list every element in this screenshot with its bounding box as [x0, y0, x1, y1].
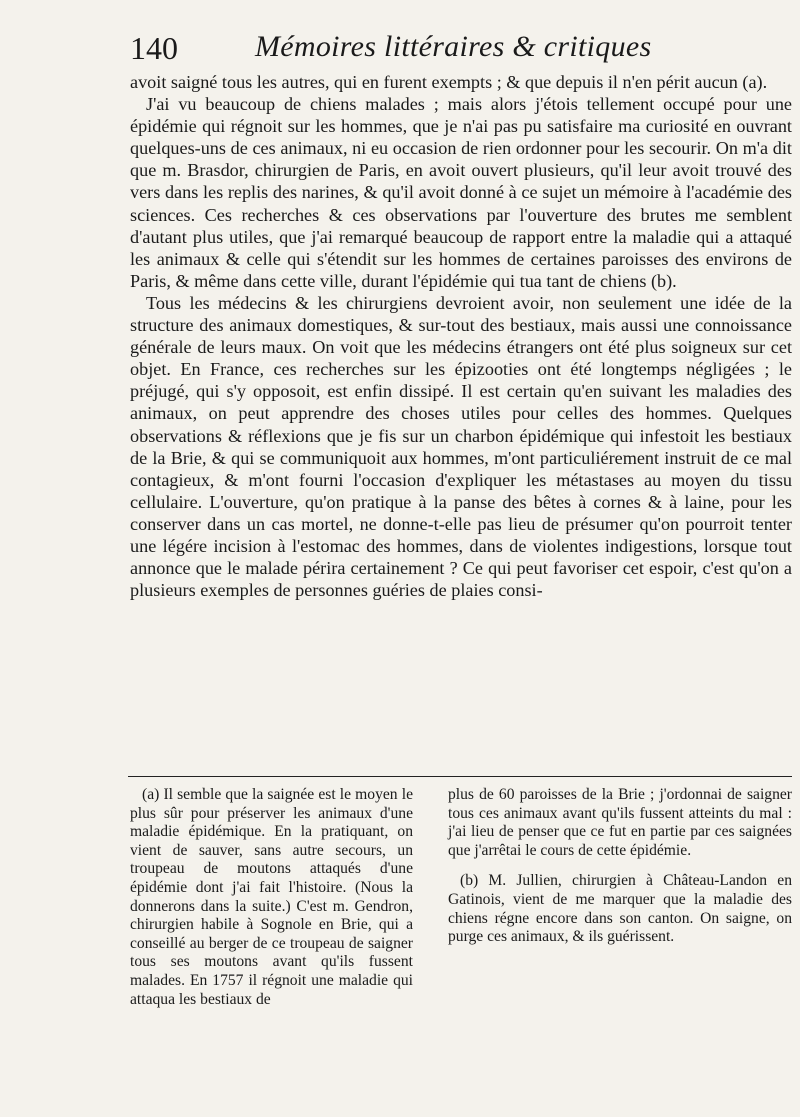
- main-text: [130, 71, 792, 601]
- footnote-a: (a) Il semble que la saignée est le moyen le plus sûr pour préserver les animaux d'une maladie épidémique. En la pratiquant, on vient de sauver, sans autre secours, un troupeau de moutons attaqués d'une épidémie dont j'ai fait l'histoire. (Nous la donnerons dans la suite.) C'est m. Gendron, chirurgien habile à Sognole en Brie, qui a conseillé au berger de ce troupeau de saigner tous ses moutons avant qu'ils fussent malades. En 1757 il régnoit une maladie qui attaqua les bestiaux de: [130, 786, 413, 1008]
- page-number: 140: [130, 30, 178, 66]
- footnote-divider: [128, 776, 792, 777]
- paragraph: J'ai vu beaucoup de chiens malades ; mais alors j'étois tellement occupé pour une épidémie qui régnoit sur les hommes, que je n'ai pas pu satisfaire ma curiosité en ouvrant quelques-uns de ces animaux, ni eu occasion de rien ordonner pour les secourir. On m'a dit que m. Brasdor, chirurgien de Paris, en avoit ouvert plusieurs, qu'il leur avoit trouvé des vers dans les replis des narines, & qu'il avoit donné à ce sujet un mémoire à l'académie des sciences. Ces recherches & ces observations par l'ouverture des brutes me semblent d'autant plus utiles, que j'ai remarqué beaucoup de rapport entre la maladie qui a attaqué les animaux & celle qui s'étendit sur les hommes de certaines paroisses des environs de Paris, & même dans cette ville, durant l'épidémie qui tua tant de chiens (b).: [130, 94, 792, 291]
- footnote-column-left: [130, 786, 413, 1009]
- running-title: Mémoires littéraires & critiques: [255, 30, 652, 63]
- page-header: [110, 30, 710, 70]
- footnote-a-continued: plus de 60 paroisses de la Brie ; j'ordonnai de saigner tous ces animaux avant qu'ils fussent atteints du mal : j'ai lieu de penser que ce fut en partie par ces saignées que j'arrêtai le cours de cette épidémie.: [448, 786, 792, 859]
- paragraph: Tous les médecins & les chirurgiens devroient avoir, non seulement une idée de la structure des animaux domestiques, & sur-tout des bestiaux, mais aussi une connoissance générale de leurs maux. On voit que les médecins étrangers ont été plus soigneux sur cet objet. En France, ces recherches sur les épizooties ont été longtemps négligées ; le préjugé, qui s'y opposoit, est enfin dissipé. Il est certain qu'en suivant les maladies des animaux, on peut apprendre des choses utiles pour celles des hommes. Quelques observations & réflexions que je fis sur un charbon épidémique qui infestoit les bestiaux de la Brie, & qui se communiquoit aux hommes, m'ont particuliérement instruit de ce mal contagieux, & m'ont fourni l'occasion d'expliquer les métastases au moyen du tissu cellulaire. L'ouverture, qu'on pratique à la panse des bêtes à cornes & à laine, pour les conserver dans un cas mortel, ne donne-t-elle pas lieu de présumer qu'on pourroit tenter une légére incision à l'estomac des hommes, dans de violentes indigestions, lorsque tout annonce que le malade périra certainement ? Ce qui peut favoriser cet espoir, c'est qu'on a plusieurs exemples de personnes guéries de plaies consi-: [130, 292, 792, 601]
- footnote-column-right: [448, 786, 792, 947]
- paragraph: avoit saigné tous les autres, qui en furent exempts ; & que depuis il n'en périt aucun (a).: [130, 72, 768, 92]
- footnote-b: (b) M. Jullien, chirurgien à Château-Landon en Gatinois, vient de me marquer que la maladie des chiens régne encore dans son canton. On saigne, on purge ces animaux, & ils guérissent.: [448, 872, 792, 946]
